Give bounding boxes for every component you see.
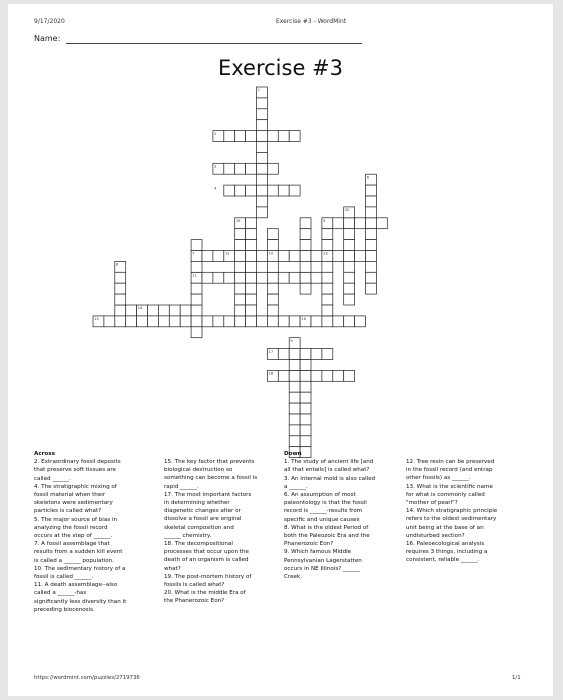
grid-cell[interactable] <box>191 294 202 305</box>
clue-16: 16. Paleoecological analysis requires 3 things, including a consistent, reliable ______. <box>406 541 488 564</box>
grid-cell[interactable] <box>126 305 137 316</box>
grid-cell[interactable] <box>137 316 148 327</box>
grid-cell[interactable] <box>267 131 278 142</box>
clue-3: 3. An internal mold is also called a ______. <box>284 475 376 490</box>
grid-cell[interactable] <box>311 349 322 360</box>
grid-cell[interactable] <box>289 316 300 327</box>
grid-cell[interactable] <box>115 283 126 294</box>
grid-cell[interactable] <box>246 316 257 327</box>
grid-cell[interactable] <box>366 283 377 294</box>
grid-cell[interactable] <box>366 229 377 240</box>
grid-cell[interactable] <box>213 272 224 283</box>
grid-number-9: 9 <box>290 338 293 343</box>
grid-cell[interactable] <box>344 370 355 381</box>
grid-cell[interactable] <box>257 316 268 327</box>
grid-cell[interactable] <box>115 305 126 316</box>
clue-12: 12. Tree resin can be preserved in the fossil record (and entrap other fossils) as ______. <box>406 459 495 482</box>
grid-cell[interactable] <box>289 414 300 425</box>
grid-cell[interactable] <box>246 251 257 262</box>
grid-cell[interactable] <box>289 425 300 436</box>
grid-cell[interactable] <box>344 272 355 283</box>
grid-cell[interactable] <box>300 392 311 403</box>
grid-cell[interactable] <box>224 185 235 196</box>
grid-cell[interactable] <box>322 240 333 251</box>
grid-cell[interactable] <box>333 218 344 229</box>
grid-cell[interactable] <box>366 185 377 196</box>
grid-cell[interactable] <box>278 370 289 381</box>
grid-cell[interactable] <box>246 261 257 272</box>
grid-cell[interactable] <box>213 316 224 327</box>
grid-cell[interactable] <box>191 283 202 294</box>
grid-cell[interactable] <box>267 305 278 316</box>
grid-cell[interactable] <box>115 294 126 305</box>
grid-cell[interactable] <box>311 370 322 381</box>
grid-cell[interactable] <box>257 98 268 109</box>
grid-cell[interactable] <box>322 272 333 283</box>
clue-10: 10. The sedimentary history of a fossil is called ______. <box>34 565 126 581</box>
grid-cell[interactable] <box>344 240 355 251</box>
clues-column-1 <box>34 450 162 614</box>
grid-cell[interactable] <box>289 436 300 447</box>
grid-cell[interactable] <box>246 131 257 142</box>
grid-cell[interactable] <box>333 370 344 381</box>
worksheet-page <box>8 4 553 696</box>
grid-cell[interactable] <box>267 272 278 283</box>
clues-column-2 <box>164 458 290 606</box>
across-heading: Across <box>34 451 55 457</box>
grid-cell[interactable] <box>246 240 257 251</box>
grid-cell[interactable] <box>202 316 213 327</box>
grid-number-10: 10 <box>268 251 274 256</box>
grid-cell[interactable] <box>257 272 268 283</box>
grid-cell[interactable] <box>278 131 289 142</box>
grid-cell[interactable] <box>300 261 311 272</box>
grid-number-20: 20 <box>344 208 350 213</box>
grid-number-18: 18 <box>268 371 274 376</box>
grid-number-15: 15 <box>94 317 99 322</box>
grid-cell[interactable] <box>289 360 300 371</box>
grid-cell[interactable] <box>115 272 126 283</box>
grid-cell[interactable] <box>246 163 257 174</box>
grid-number-14: 14 <box>137 306 143 311</box>
grid-cell[interactable] <box>246 185 257 196</box>
grid-cell[interactable] <box>344 229 355 240</box>
grid-cell[interactable] <box>300 370 311 381</box>
grid-cell[interactable] <box>235 294 246 305</box>
grid-cell[interactable] <box>235 251 246 262</box>
grid-number-13: 13 <box>323 251 328 256</box>
clue-14: 14. Which stratigraphic principle refers to the oldest sedimentary unit being at the base of an undisturbed section? <box>406 508 498 539</box>
grid-cell[interactable] <box>322 316 333 327</box>
grid-number-17: 17 <box>268 349 274 354</box>
grid-cell[interactable] <box>267 185 278 196</box>
grid-cell[interactable] <box>344 316 355 327</box>
grid-cell[interactable] <box>289 349 300 360</box>
grid-number-8: 8 <box>116 262 119 267</box>
grid-cell[interactable] <box>300 229 311 240</box>
grid-number-16: 16 <box>301 317 306 322</box>
grid-cell[interactable] <box>344 294 355 305</box>
grid-cell[interactable] <box>246 294 257 305</box>
grid-cell[interactable] <box>278 251 289 262</box>
grid-cell[interactable] <box>289 381 300 392</box>
grid-cell[interactable] <box>289 403 300 414</box>
grid-cell[interactable] <box>289 392 300 403</box>
grid-cell[interactable] <box>235 240 246 251</box>
grid-cell[interactable] <box>257 152 268 163</box>
grid-cell[interactable] <box>115 316 126 327</box>
grid-cell[interactable] <box>235 305 246 316</box>
grid-cell[interactable] <box>300 240 311 251</box>
grid-cell[interactable] <box>257 207 268 218</box>
grid-cell[interactable] <box>257 251 268 262</box>
grid-cell[interactable] <box>289 185 300 196</box>
clues-column-3 <box>284 450 412 581</box>
grid-cell[interactable] <box>267 294 278 305</box>
page-title: Exercise #3 <box>217 56 343 80</box>
grid-cell[interactable] <box>289 370 300 381</box>
grid-cell[interactable] <box>267 229 278 240</box>
clue-18: 18. The decompositional processes that occur upon the death of an organism is called what? <box>164 541 249 572</box>
grid-cell[interactable] <box>366 207 377 218</box>
grid-cell[interactable] <box>366 240 377 251</box>
print-date: 9/17/2020 <box>34 18 65 25</box>
grid-cell[interactable] <box>267 283 278 294</box>
grid-cell[interactable] <box>267 240 278 251</box>
clue-8: 8. What is the oldest Period of both the Paleozoic Era and the Phanerozoic Eon? <box>284 524 370 548</box>
grid-cell[interactable] <box>235 316 246 327</box>
grid-cell[interactable] <box>344 261 355 272</box>
grid-cell[interactable] <box>311 251 322 262</box>
name-label: Name: <box>34 34 61 43</box>
grid-cell[interactable] <box>355 218 366 229</box>
grid-cell[interactable] <box>300 283 311 294</box>
clues-column-4 <box>406 458 536 565</box>
grid-cell[interactable] <box>246 272 257 283</box>
grid-cell[interactable] <box>158 305 169 316</box>
grid-cell[interactable] <box>300 425 311 436</box>
grid-cell[interactable] <box>126 316 137 327</box>
grid-cell[interactable] <box>257 142 268 153</box>
clue-7: 7. A fossil assemblage that results from a sudden kill event is called a ______ population. <box>34 541 123 564</box>
clue-9: 9. Which famous Middle Pennsylvanian Lagerstatten occurs in NE Illinois? ______ Creek. <box>284 549 362 581</box>
grid-number-3: 3 <box>214 164 217 169</box>
clue-17: 17. The most important factors in determining whether diagenetic changes alter or dissolve a fossil are original skeletal composition and ______ chemistry. <box>164 491 252 539</box>
grid-cell[interactable] <box>344 218 355 229</box>
clue-2: 2. Extraordinary fossil deposits that preserve soft tissues are called ______. <box>34 459 121 482</box>
grid-cell[interactable] <box>191 327 202 338</box>
grid-cell[interactable] <box>191 261 202 272</box>
grid-cell[interactable] <box>300 272 311 283</box>
grid-number-2: 2 <box>214 131 217 136</box>
grid-cell[interactable] <box>289 272 300 283</box>
grid-cell[interactable] <box>235 229 246 240</box>
grid-cell[interactable] <box>257 120 268 131</box>
grid-cell[interactable] <box>257 185 268 196</box>
grid-cell[interactable] <box>278 185 289 196</box>
grid-cell[interactable] <box>366 196 377 207</box>
grid-cell[interactable] <box>191 305 202 316</box>
clue-13: 13. What is the scientific name for what is commonly called "mother of pearl"? <box>406 483 493 507</box>
grid-cell[interactable] <box>278 349 289 360</box>
grid-cell[interactable] <box>300 403 311 414</box>
grid-cell[interactable] <box>235 131 246 142</box>
grid-cell[interactable] <box>180 305 191 316</box>
grid-cell[interactable] <box>246 305 257 316</box>
clue-4: 4. The stratigraphic mixing of fossil material when their skeletons were sedimentary particles is called what? <box>34 483 117 515</box>
grid-cell[interactable] <box>224 272 235 283</box>
grid-cell[interactable] <box>148 305 159 316</box>
grid-cell[interactable] <box>366 251 377 262</box>
grid-cell[interactable] <box>158 316 169 327</box>
grid-cell[interactable] <box>202 251 213 262</box>
grid-cell[interactable] <box>257 131 268 142</box>
grid-cell[interactable] <box>322 294 333 305</box>
grid-cell[interactable] <box>180 316 191 327</box>
grid-cell[interactable] <box>191 240 202 251</box>
grid-cell[interactable] <box>202 272 213 283</box>
grid-cell[interactable] <box>322 305 333 316</box>
grid-cell[interactable] <box>267 316 278 327</box>
grid-cell[interactable] <box>300 360 311 371</box>
grid-cell[interactable] <box>224 163 235 174</box>
grid-cell[interactable] <box>289 131 300 142</box>
grid-cell[interactable] <box>267 261 278 272</box>
footer-page-number: 1/1 <box>512 675 521 681</box>
grid-cell[interactable] <box>246 283 257 294</box>
clue-6: 6. An assumption of most paleontology is that the fossil record is ______-results from specific and unique causes <box>284 492 367 523</box>
grid-number-1: 1 <box>257 88 260 93</box>
grid-cell[interactable] <box>235 272 246 283</box>
grid-cell[interactable] <box>148 316 159 327</box>
grid-cell[interactable] <box>191 316 202 327</box>
grid-cell[interactable] <box>278 316 289 327</box>
grid-cell[interactable] <box>300 349 311 360</box>
grid-cell[interactable] <box>246 218 257 229</box>
grid-cell[interactable] <box>366 272 377 283</box>
grid-cell[interactable] <box>355 251 366 262</box>
grid-cell[interactable] <box>366 261 377 272</box>
grid-cell[interactable] <box>355 316 366 327</box>
grid-cell[interactable] <box>344 283 355 294</box>
grid-cell[interactable] <box>235 163 246 174</box>
grid-cell[interactable] <box>104 316 115 327</box>
grid-cell[interactable] <box>169 305 180 316</box>
grid-cell[interactable] <box>169 316 180 327</box>
grid-cell[interactable] <box>289 251 300 262</box>
grid-cell[interactable] <box>311 272 322 283</box>
clue-15: 15. The key factor that prevents biological destruction so something can become a fossil is rapid ______. <box>164 459 258 490</box>
clue-11: 11. A death assemblage--also called a ______-has significantly less diversity than it preceding biocenosis. <box>34 582 127 613</box>
grid-cell[interactable] <box>333 251 344 262</box>
grid-cell[interactable] <box>257 109 268 120</box>
grid-cell[interactable] <box>213 251 224 262</box>
grid-cell[interactable] <box>235 185 246 196</box>
grid-cell[interactable] <box>322 370 333 381</box>
grid-number-12: 12 <box>225 251 230 256</box>
grid-cell[interactable] <box>366 218 377 229</box>
grid-cell[interactable] <box>322 349 333 360</box>
grid-cell[interactable] <box>246 229 257 240</box>
grid-cell[interactable] <box>278 272 289 283</box>
grid-number-6: 6 <box>366 175 369 180</box>
clue-19: 19. The post-mortem history of fossils is called what? <box>164 573 252 589</box>
grid-number-19: 19 <box>235 219 241 223</box>
grid-cell[interactable] <box>300 251 311 262</box>
grid-cell[interactable] <box>224 131 235 142</box>
grid-number-11: 11 <box>192 273 197 278</box>
clue-20: 20. What is the middle Era of the Phanerozoic Eon? <box>164 590 246 605</box>
grid-cell[interactable] <box>257 163 268 174</box>
grid-cell[interactable] <box>235 283 246 294</box>
print-site-title: Exercise #3 - WordMint <box>276 18 347 25</box>
grid-cell[interactable] <box>344 251 355 262</box>
grid-cell[interactable] <box>257 196 268 207</box>
down-heading: Down <box>284 451 302 457</box>
grid-cell[interactable] <box>311 316 322 327</box>
grid-number-5: 5 <box>323 219 326 223</box>
grid-number-4: 4 <box>214 186 217 191</box>
grid-cell[interactable] <box>300 436 311 447</box>
clue-5: 5. The major source of bias in analyzing the fossil record occurs at the step of ______. <box>34 516 118 540</box>
grid-cell[interactable] <box>300 414 311 425</box>
grid-cell[interactable] <box>257 174 268 185</box>
grid-cell[interactable] <box>300 381 311 392</box>
grid-cell[interactable] <box>300 218 311 229</box>
grid-number-7: 7 <box>192 251 195 256</box>
grid-cell[interactable] <box>322 261 333 272</box>
clue-1: 1. The study of ancient life [and all that entails] is called what? <box>284 459 374 474</box>
grid-cell[interactable] <box>322 283 333 294</box>
grid-cell[interactable] <box>224 316 235 327</box>
footer-url: https://wordmint.com/puzzles/2719736 <box>34 675 140 681</box>
grid-cell[interactable] <box>267 163 278 174</box>
grid-cell[interactable] <box>376 218 387 229</box>
grid-cell[interactable] <box>235 261 246 272</box>
grid-cell[interactable] <box>333 316 344 327</box>
grid-cell[interactable] <box>322 229 333 240</box>
